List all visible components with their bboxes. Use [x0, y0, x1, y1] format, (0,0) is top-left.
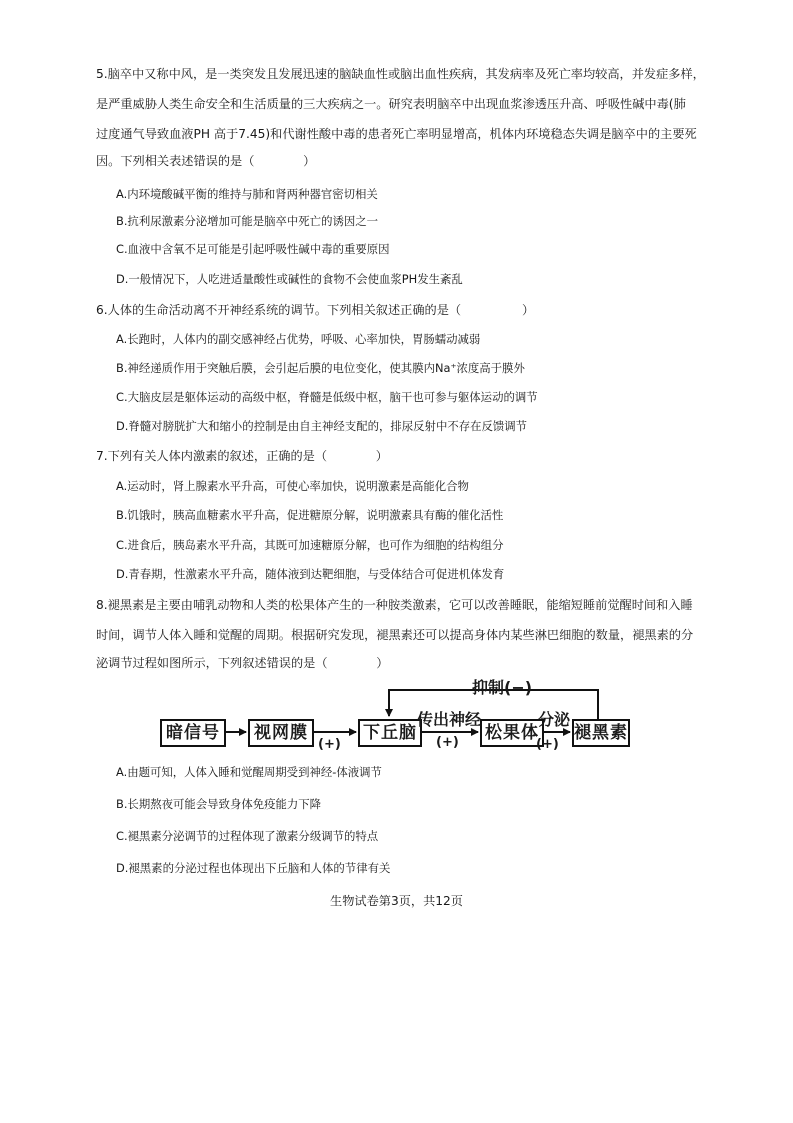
q7-option-c: C.进食后，胰岛素水平升高，其既可加速糖原分解，也可作为细胞的结构组分 — [116, 538, 504, 552]
q6-stem: 6.人体的生命活动离不开神经系统的调节。下列相关叙述正确的是（ ） — [96, 303, 535, 317]
q5-stem-line1: 5.脑卒中又称中风，是一类突发且发展迅速的脑缺血性或脑出血性疾病，其发病率及死亡率均较高，并发症多样， — [96, 67, 705, 81]
node-melatonin: 褪黑素 — [572, 719, 630, 747]
q6-option-c: C.大脑皮层是躯体运动的高级中枢，脊髓是低级中枢，脑干也可参与躯体运动的调节 — [116, 390, 538, 404]
q8-option-d: D.褪黑素的分泌过程也体现出下丘脑和人体的节律有关 — [116, 861, 391, 875]
q7-stem: 7.下列有关人体内激素的叙述，正确的是（ ） — [96, 449, 388, 463]
node-pineal-body: 松果体 — [480, 719, 544, 747]
q8-stem-line3: 泌调节过程如图所示，下列叙述错误的是（ ） — [96, 656, 389, 670]
q5-option-b: B.抗利尿激素分泌增加可能是脑卒中死亡的诱因之一 — [116, 214, 379, 228]
q5-stem-line4: 因。下列相关表述错误的是（ ） — [96, 154, 316, 168]
node-dark-signal: 暗信号 — [160, 719, 226, 747]
label-efferent-nerve: 传出神经 — [417, 710, 482, 729]
q5-stem-line3: 过度通气导致血液PH 高于7.45)和代谢性酸中毒的患者死亡率明显增高，机体内环境稳态失调是脑卒中的主要死 — [96, 127, 697, 141]
q8-option-b: B.长期熬夜可能会导致身体免疫能力下降 — [116, 797, 322, 811]
q6-option-b: B.神经递质作用于突触后膜，会引起后膜的电位变化，使其膜内Na⁺浓度高于膜外 — [116, 361, 525, 375]
q6-option-a: A.长跑时，人体内的副交感神经占优势，呼吸、心率加快，胃肠蠕动减弱 — [116, 332, 481, 346]
q8-option-a: A.由题可知，人体入睡和觉醒周期受到神经-体液调节 — [116, 765, 382, 779]
q7-option-a: A.运动时，肾上腺素水平升高，可使心率加快，说明激素是高能化合物 — [116, 479, 469, 493]
q5-stem-line2: 是严重威胁人类生命安全和生活质量的三大疾病之一。研究表明脑卒中出现血浆渗透压升高、呼吸性碱中毒(肺 — [96, 97, 686, 111]
label-inhibition: 抑制(−) — [472, 678, 533, 697]
node-hypothalamus: 下丘脑 — [358, 719, 422, 747]
q7-option-b: B.饥饿时，胰高血糖素水平升高，促进糖原分解，说明激素具有酶的催化活性 — [116, 508, 504, 522]
q7-option-d: D.青春期，性激素水平升高，随体液到达靶细胞，与受体结合可促进机体发育 — [116, 567, 505, 581]
q5-option-c: C.血液中含氧不足可能是引起呼吸性碱中毒的重要原因 — [116, 242, 390, 256]
sign-plus-1: (+) — [318, 737, 341, 752]
q5-option-a: A.内环境酸碱平衡的维持与肺和肾两种器官密切相关 — [116, 187, 378, 201]
label-secretion: 分泌 — [538, 710, 571, 729]
q8-stem-line2: 时间，调节人体入睡和觉醒的周期。根据研究发现，褪黑素还可以提高身体内某些淋巴细胞的数量，褪黑素的分 — [96, 628, 694, 642]
q8-stem-line1: 8.褪黑素是主要由哺乳动物和人类的松果体产生的一种胺类激素，它可以改善睡眠，能缩短睡前觉醒时间和入睡 — [96, 598, 693, 612]
q6-option-d: D.脊髓对膀胱扩大和缩小的控制是由自主神经支配的，排尿反射中不存在反馈调节 — [116, 419, 528, 433]
q5-option-d: D.一般情况下，人吃进适量酸性或碱性的食物不会使血浆PH发生紊乱 — [116, 272, 463, 286]
page-footer: 生物试卷第3页，共12页 — [330, 894, 463, 908]
sign-plus-2: (+) — [436, 735, 459, 750]
q8-option-c: C.褪黑素分泌调节的过程体现了激素分级调节的特点 — [116, 829, 379, 843]
node-retina: 视网膜 — [248, 719, 314, 747]
sign-plus-3: (+) — [536, 737, 559, 752]
melatonin-regulation-diagram — [160, 676, 630, 756]
